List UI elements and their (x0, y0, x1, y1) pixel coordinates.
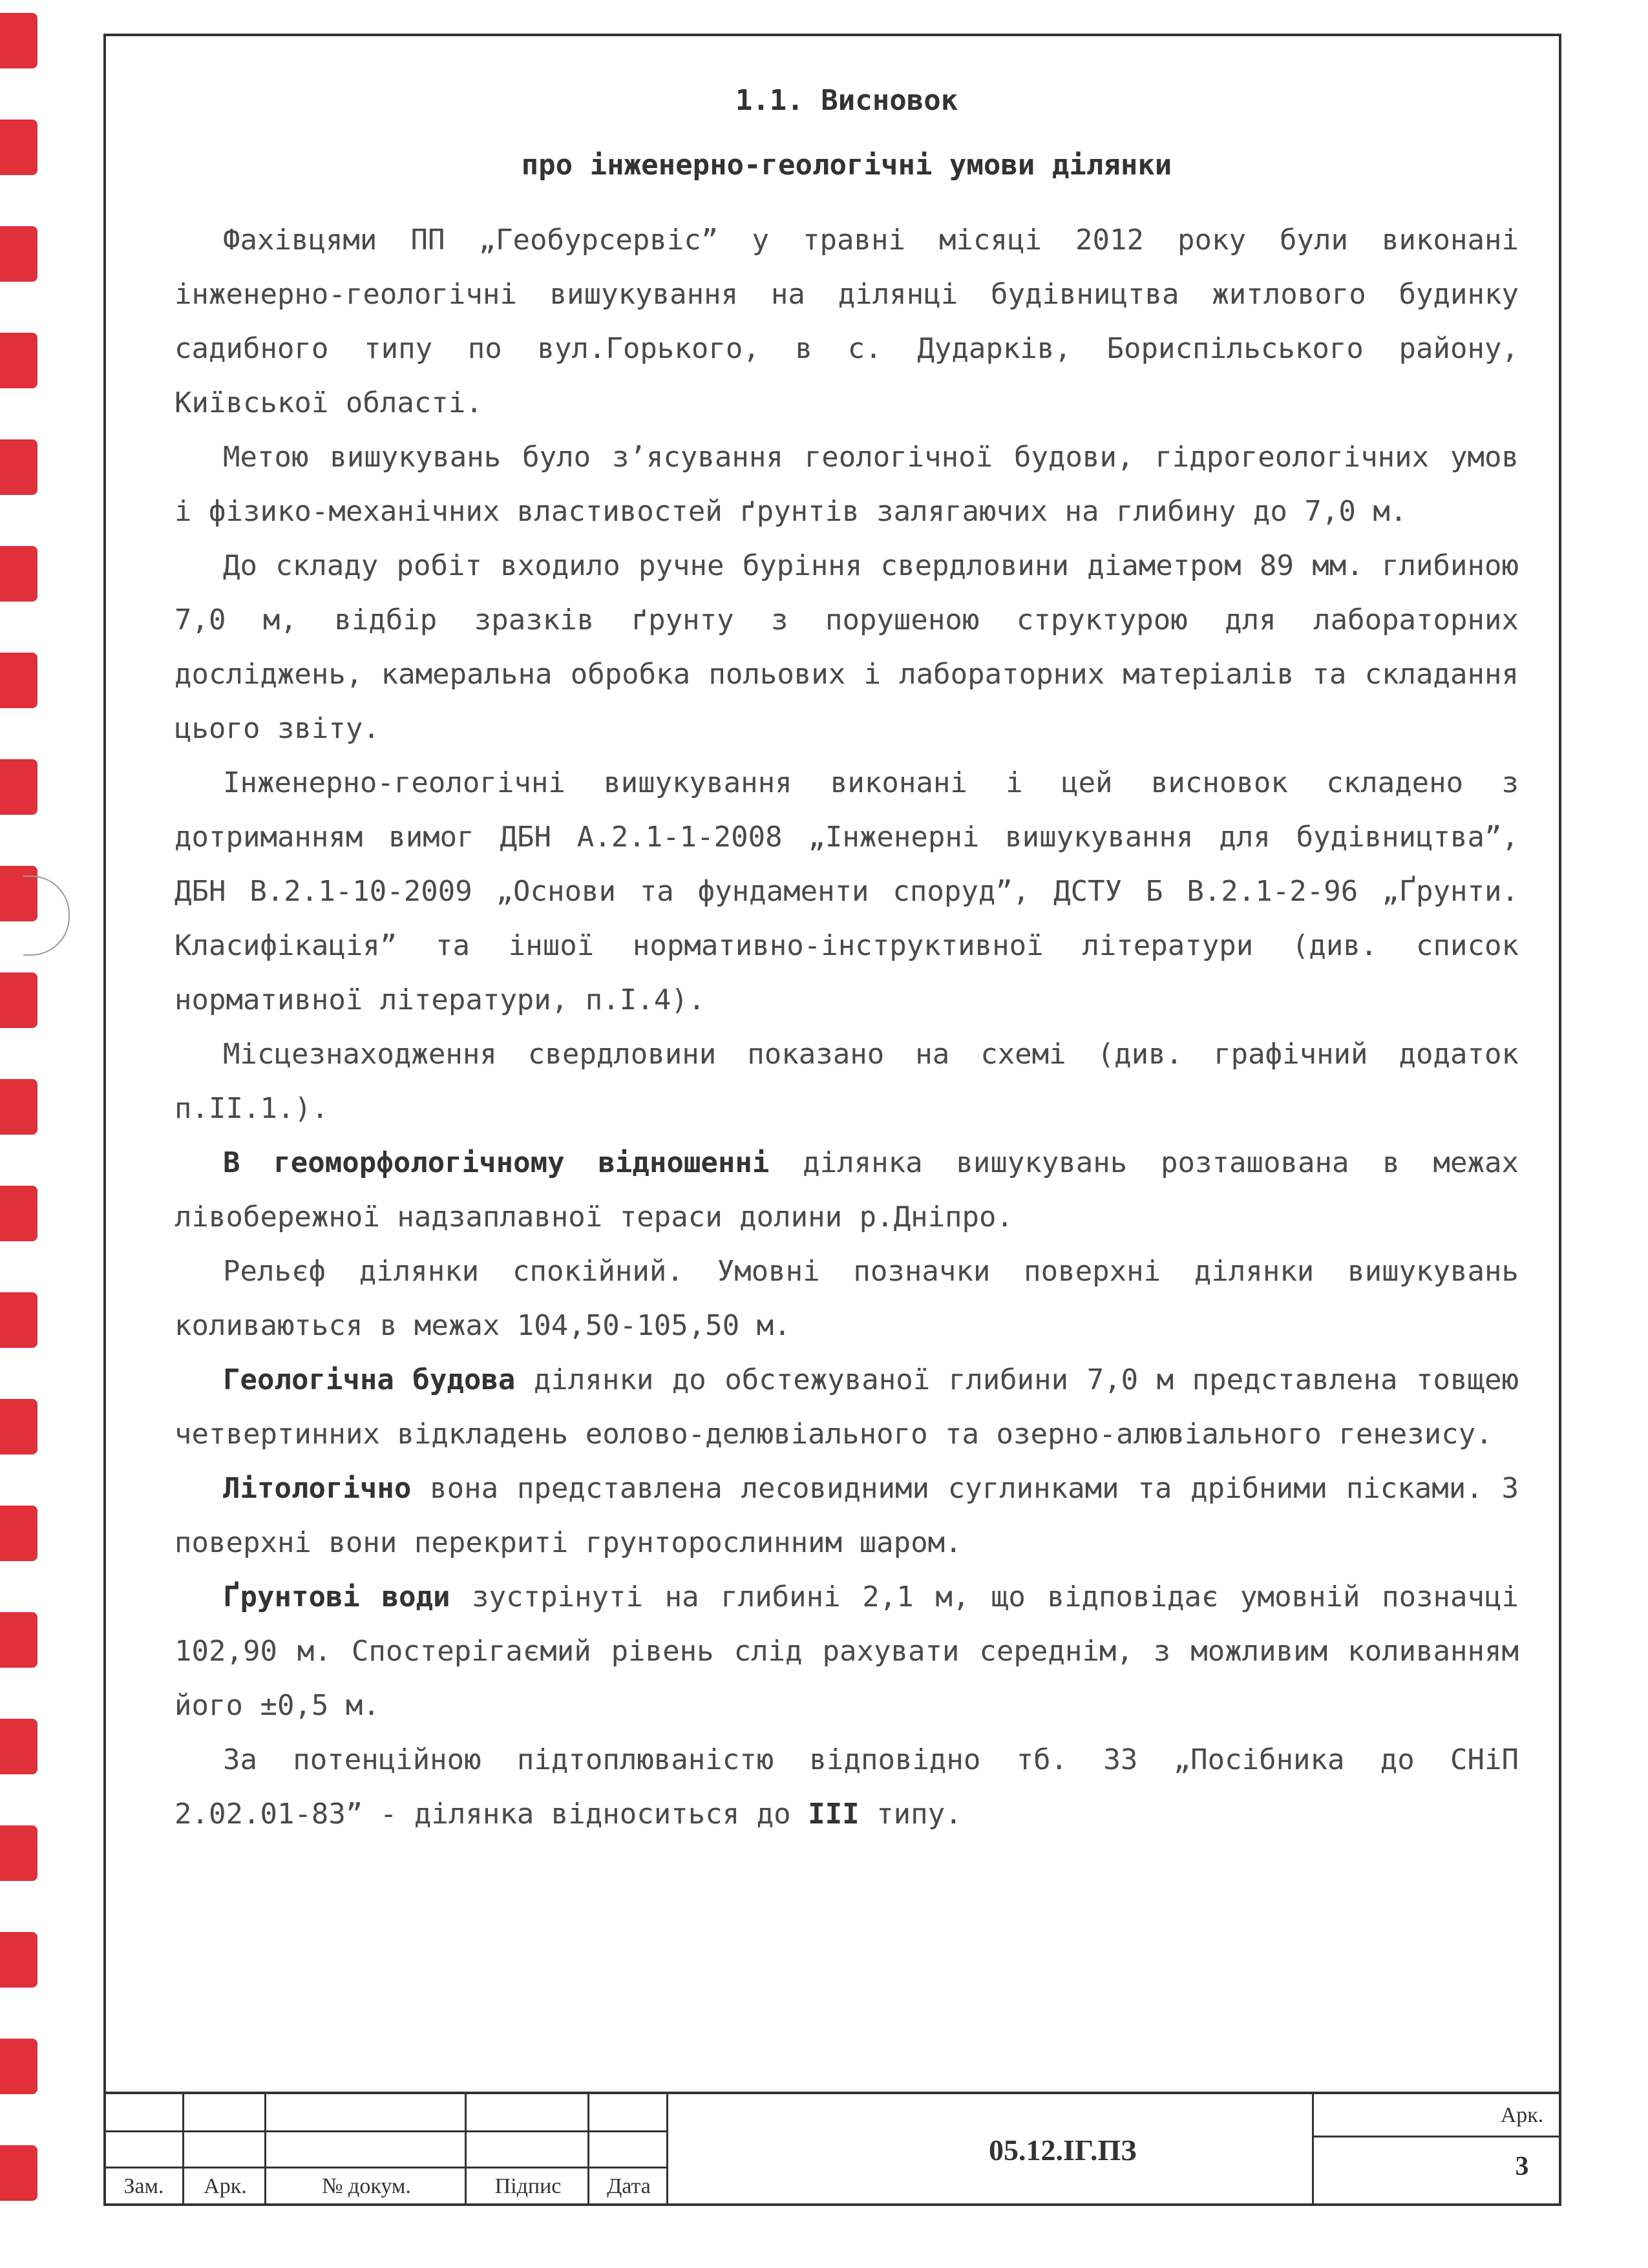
binding-tab (0, 546, 37, 602)
document-title: 1.1. Висновок (735, 84, 958, 117)
title-block (103, 2092, 1561, 2206)
stamp-label-sheet: Арк. (204, 2174, 247, 2198)
paragraph-3: До складу робіт входило ручне буріння свердловини діаметром 89 мм. глибиною 7,0 м, відбір зразків ґрунту з порушеною структурою для лабораторних досліджень, камеральна обробка польових і лабораторних матеріалів та складання цього звіту. (174, 549, 1519, 745)
stamp-label-doc-number: № докум. (322, 2174, 411, 2198)
binding-tab (0, 1399, 37, 1454)
document-body (174, 78, 1519, 1842)
bold-term: В геоморфологічному відношенні (223, 1146, 770, 1179)
bold-term: Геологічна будова (223, 1363, 516, 1396)
binding-tab (0, 1719, 37, 1774)
binding-tab (0, 13, 37, 68)
stamp-label-signature: Підпис (494, 2174, 562, 2198)
document-code: 05.12.ІГ.ПЗ (989, 2134, 1137, 2167)
stamp-row-line (1312, 2136, 1561, 2137)
paragraph-10: Ґрунтові води зустрінуті на глибині 2,1 м, що відповідає умовній позначці 102,90 м. Спостерігаємий рівень слід рахувати середнім, з можливим коливанням його ±0,5 м. (174, 1580, 1519, 1722)
sheet-label: Арк. (1500, 2103, 1544, 2127)
stamp-column (1312, 2094, 1314, 2206)
binding-tab (0, 1506, 37, 1561)
binding-tab (0, 1079, 37, 1135)
bold-term: Літологічно (223, 1472, 412, 1505)
spiral-binding (0, 0, 45, 2268)
binding-tab (0, 120, 37, 175)
paragraph-11: За потенційною підтоплюваністю відповідно тб. 33 „Посібника до СНіП 2.02.01-83” - ділянка відноситься до III типу. (174, 1743, 1519, 1831)
stamp-row-line (103, 2167, 668, 2168)
paragraph-8: Геологічна будова ділянки до обстежуваної глибини 7,0 м представлена товщею четвертинних відкладень еолово-делювіального та озерно-алювіального генезису. (174, 1363, 1519, 1451)
paragraph-4: Інженерно-геологічні вишукування виконані і цей висновок складено з дотриманням вимог ДБН А.2.1-1-2008 „Інженерні вишукування для будівництва”, ДБН В.2.1-10-2009 „Основи та фундаменти споруд”, ДСТУ Б В.2.1-2-96 „Ґрунти. Класифікація” та іншої нормативно-інструктивної літератури (див. список нормативної літератури, п.І.4). (174, 766, 1519, 1016)
binding-tab (0, 2039, 37, 2094)
paragraph-5: Місцезнаходження свердловини показано на схемі (див. графічний додаток п.ІІ.1.). (174, 1038, 1519, 1125)
binding-tab (0, 333, 37, 388)
paragraph-6: В геоморфологічному відношенні ділянка вишукувань розташована в межах лівобережної надзаплавної тераси долини р.Дніпро. (174, 1146, 1519, 1234)
paragraph-7: Рельєф ділянки спокійний. Умовні позначки поверхні ділянки вишукувань коливаються в межах 104,50-105,50 м. (174, 1255, 1519, 1342)
binding-tab (0, 1612, 37, 1668)
binding-tab (0, 1186, 37, 1241)
stamp-label-change: Зам. (123, 2174, 164, 2198)
stamp-row-line (103, 2130, 668, 2132)
document-subtitle: про інженерно-геологічні умови ділянки (521, 149, 1172, 182)
binding-tab (0, 1292, 37, 1348)
paragraph-1: Фахівцями ПП „Геобурсервіс” у травні місяці 2012 року були виконані інженерно-геологічні вишукування на ділянці будівництва житлового будинку садибного типу по вул.Горького, в с. Дударків, Бориспільського району, Київської області. (174, 224, 1519, 419)
binding-tab (0, 759, 37, 815)
binding-tab (0, 972, 37, 1028)
bold-term: III (808, 1798, 860, 1831)
binding-tab (0, 1825, 37, 1881)
binding-tab (0, 653, 37, 708)
binding-tab (0, 1932, 37, 1988)
bold-term: Ґрунтові води (223, 1580, 450, 1613)
paragraph-9: Літологічно вона представлена лесовидними суглинками та дрібними пісками. З поверхні вони перекриті грунторослинним шаром. (174, 1472, 1519, 1559)
punch-hole (23, 876, 70, 956)
binding-tab (0, 439, 37, 495)
binding-tab (0, 226, 37, 282)
paragraph-2: Метою вишукувань було з’ясування геологічної будови, гідрогеологічних умов і фізико-механічних властивостей ґрунтів залягаючих на глибину до 7,0 м. (174, 441, 1519, 528)
stamp-label-date: Дата (607, 2174, 651, 2198)
binding-tab (0, 2145, 37, 2201)
sheet-number: 3 (1515, 2152, 1529, 2181)
